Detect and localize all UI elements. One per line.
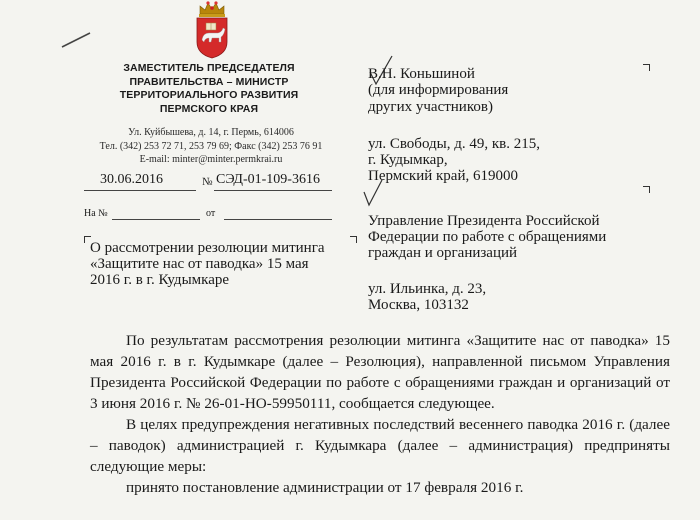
recipient-address-line: ул. Ильинка, д. 23, bbox=[368, 280, 487, 297]
sender-address-line: Ул. Куйбышева, д. 14, г. Пермь, 614006 bbox=[128, 127, 294, 138]
reference-row bbox=[84, 207, 344, 223]
sender-phone-line: Тел. (342) 253 72 71, 253 79 69; Факс (342) 253 76 91 bbox=[99, 140, 323, 152]
number-underline bbox=[214, 190, 332, 191]
body-paragraph: принято постановление администрации от 17 февраля 2016 г. bbox=[126, 479, 524, 496]
recipient-address-line: г. Кудымкар, bbox=[368, 152, 448, 169]
reference-number-underline bbox=[112, 219, 200, 220]
coat-of-arms-emblem bbox=[191, 0, 233, 60]
sender-title-line: ТЕРРИТОРИАЛЬНОГО РАЗВИТИЯ bbox=[119, 89, 299, 101]
number-sign: № bbox=[202, 176, 213, 188]
body-paragraph: В целях предупреждения негативных последствий весеннего паводка 2016 г. (далее – паводок) администрацией г. Кудымкара (далее – администрация) предприняты следующие меры: bbox=[90, 416, 670, 475]
reference-number-label: На № bbox=[84, 208, 108, 219]
recipient-organization: Федерации по работе с обращениями bbox=[368, 229, 607, 246]
sender-title-line: ПРАВИТЕЛЬСТВА – МИНИСТР bbox=[129, 75, 289, 88]
document-date: 30.06.2016 bbox=[100, 172, 163, 187]
recipients-block bbox=[368, 66, 668, 313]
reference-date-underline bbox=[224, 219, 332, 220]
recipient-address-line: ул. Свободы, д. 49, кв. 215, bbox=[368, 135, 540, 152]
recipient-name: В.Н. Коньшиной bbox=[368, 66, 475, 82]
subject-line: О рассмотрении резолюции митинга bbox=[90, 240, 325, 256]
pen-mark bbox=[60, 30, 92, 50]
letter-body bbox=[90, 330, 670, 498]
sender-email-line: E-mail: minter@minter.permkrai.ru bbox=[139, 154, 283, 165]
recipient-address-line: Пермский край, 619000 bbox=[368, 168, 518, 185]
date-number-row bbox=[84, 172, 344, 192]
document-number: СЭД-01-109-3616 bbox=[216, 172, 320, 187]
recipient-note: (для информирования bbox=[368, 82, 509, 99]
subject-line: «Защитите нас от паводка» 15 мая bbox=[90, 256, 309, 272]
sender-title-line: ПЕРМСКОГО КРАЯ bbox=[159, 102, 259, 115]
body-paragraph: По результатам рассмотрения резолюции митинга «Защитите нас от паводка» 15 мая 2016 г. в г. Кудымкаре (далее – Резолюция), направленной письмом Управления Президента Российской Федерации по работе с обращениями граждан и организаций от 3 июня 2016 г. № 26-01-НО-59950111, сообщается следующее. bbox=[90, 332, 670, 412]
recipient-organization: граждан и организаций bbox=[368, 245, 518, 262]
sender-title-line: ЗАМЕСТИТЕЛЬ ПРЕДСЕДАТЕЛЯ bbox=[123, 62, 295, 74]
letter-subject bbox=[90, 240, 360, 288]
recipient-note: других участников) bbox=[368, 98, 493, 115]
sender-title bbox=[96, 62, 322, 116]
reference-date-label: от bbox=[206, 208, 216, 219]
recipient-organization: Управление Президента Российской bbox=[368, 212, 600, 229]
subject-line: 2016 г. в г. Кудымкаре bbox=[90, 272, 230, 288]
date-underline bbox=[84, 190, 196, 191]
recipient-address-line: Москва, 103132 bbox=[368, 296, 469, 313]
sender-address bbox=[88, 126, 334, 167]
